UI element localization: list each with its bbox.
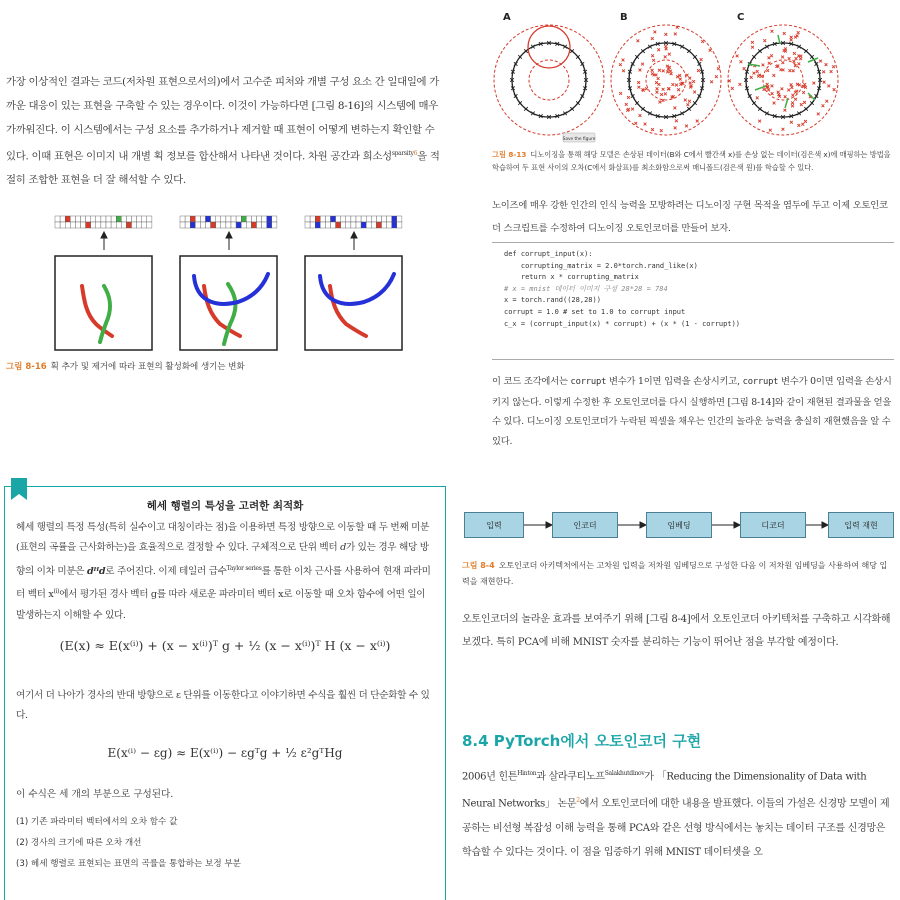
- grid-cell: [331, 222, 336, 228]
- bottom-right-page: [450, 468, 900, 900]
- figure-8-16-caption: 그림 8-16 획 추가 및 제거에 따라 표현의 활성화에 생기는 변화: [6, 362, 245, 372]
- grid-cell: [382, 222, 387, 228]
- grid-cell: [226, 216, 231, 222]
- flow-box-reconstruction: 입력 재현: [828, 512, 894, 538]
- grid-cell: [341, 216, 346, 222]
- grid-cell: [116, 222, 121, 228]
- grid-cell: [147, 222, 152, 228]
- grid-cell: [200, 216, 205, 222]
- grid-cell: [226, 222, 231, 228]
- grid-cell: [361, 222, 366, 228]
- flow-box-decoder: 디코더: [740, 512, 806, 538]
- grid-cell: [60, 216, 65, 222]
- grid-cell: [70, 222, 75, 228]
- list-item: (3) 헤세 행렬로 표현되는 표면의 곡률을 통합하는 보정 부분: [16, 859, 241, 869]
- grid-cell: [320, 216, 325, 222]
- simplified-equation: E(x⁽ⁱ⁾ − εg) ≈ E(x⁽ⁱ⁾) − εgᵀg + ½ ε²gᵀHg: [107, 746, 343, 760]
- grid-cell: [236, 216, 241, 222]
- grid-cell: [305, 222, 310, 228]
- grid-cell: [86, 222, 91, 228]
- grid-cell: [75, 222, 80, 228]
- grid-cell: [257, 216, 262, 222]
- grid-cell: [206, 216, 211, 222]
- grid-cell: [75, 216, 80, 222]
- sparsity-superscript: sparsity6: [391, 150, 418, 157]
- grid-cell: [121, 216, 126, 222]
- svg-text:Save the figure: Save the figure: [562, 137, 596, 142]
- grid-cell: [315, 222, 320, 228]
- grid-cell: [241, 222, 246, 228]
- grid-cell: [315, 216, 320, 222]
- grid-cell: [366, 222, 371, 228]
- top-left-page: [0, 0, 450, 450]
- grid-cell: [231, 216, 236, 222]
- grid-cell: [137, 222, 142, 228]
- grid-cell: [142, 222, 147, 228]
- grid-cell: [387, 222, 392, 228]
- grid-cell: [195, 216, 200, 222]
- panel-label-a: A: [503, 12, 511, 23]
- grid-cell: [211, 222, 216, 228]
- bookmark-icon: [11, 478, 27, 500]
- code-comment: # x = mnist 데이터 이미지 구성 28*28 = 784: [504, 284, 668, 293]
- hinton-paragraph: 2006년 힌튼$^{Hinton}$과 살라쿠티노프$^{Salakhutdinov}$가 「Reducing the Dimensionality of Data with Neural Networks」 논문$^2$에서 오토인코더에 대한 내용을 발표했다. 이들의 가설은 신경망 모델이 제공하는 비선형 복잡성 이해 능력을 통해 PCA와 같은 선형 방식에서는 놓치는 데이터 구조를 신경망은 학습할 수 있다는 것이다. 이 점을 입증하기 위해 MNIST 데이터셋을 오: [462, 770, 890, 858]
- grid-cell: [246, 216, 251, 222]
- figure-8-13-caption: 그림 8-13 디노이징을 통해 해당 모델은 손상된 데이터(B와 C에서 빨간색 x)를 손상 없는 데이터(검은색 x)에 매핑하는 방법을 학습하여 두 표현 사이의 오차(C에서 화살표)를 최소화함으로써 매니폴드(검은색 원)를 학습할 수 있다.: [492, 150, 891, 172]
- grid-cell: [91, 216, 96, 222]
- code-line: x = torch.rand((28,28)): [504, 296, 601, 305]
- flow-box-embedding: 임베딩: [646, 512, 712, 538]
- code-block: [492, 242, 894, 360]
- grid-cell: [111, 222, 116, 228]
- flow-box-encoder: 인코더: [552, 512, 618, 538]
- grid-cell: [180, 216, 185, 222]
- grid-cell: [392, 222, 397, 228]
- grid-cell: [336, 222, 341, 228]
- grid-cell: [387, 216, 392, 222]
- flow-box-input: 입력: [464, 512, 524, 538]
- grid-cell: [236, 222, 241, 228]
- grid-cell: [70, 216, 75, 222]
- grid-cell: [341, 222, 346, 228]
- code-line: corrupt = 1.0 # set to 1.0 to corrupt input: [504, 307, 686, 316]
- grid-cell: [305, 216, 310, 222]
- grid-cell: [356, 216, 361, 222]
- grid-cell: [190, 216, 195, 222]
- grid-cell: [185, 222, 190, 228]
- grid-cell: [101, 216, 106, 222]
- grid-cell: [376, 222, 381, 228]
- grid-cell: [272, 222, 277, 228]
- grid-cell: [60, 222, 65, 228]
- grid-cell: [392, 216, 397, 222]
- list-item: (2) 경사의 크기에 따른 오차 개선: [16, 838, 142, 848]
- grid-cell: [216, 216, 221, 222]
- denoising-intro: 노이즈에 매우 강한 인간의 인식 능력을 모방하려는 디노이징 구현 목적을 염두에 두고 이제 오토인코더 스크립트를 수정하여 디노이징 오토인코더를 만들어 보자.: [492, 200, 888, 234]
- grid-cell: [262, 216, 267, 222]
- grid-cell: [101, 222, 106, 228]
- code-line: def corrupt_input(x):: [504, 250, 593, 258]
- grid-cell: [351, 216, 356, 222]
- autoencoder-paragraph: 오토인코더의 놀라운 효과를 보여주기 위해 [그림 8-4]에서 오토인코더 아키텍처를 구축하고 시각화해 보겠다. 특히 PCA에 비해 MNIST 숫자를 분리하는 기능이 뛰어난 점을 부각할 예정이다.: [462, 614, 891, 648]
- grid-cell: [65, 216, 70, 222]
- grid-cell: [371, 222, 376, 228]
- grid-cell: [241, 216, 246, 222]
- grid-cell: [272, 216, 277, 222]
- code-line: c_x = (corrupt_input(x) * corrupt) + (x * (1 - corrupt)): [504, 319, 741, 328]
- grid-cell: [206, 222, 211, 228]
- grid-cell: [325, 216, 330, 222]
- grid-cell: [111, 216, 116, 222]
- grid-cell: [137, 216, 142, 222]
- grid-cell: [320, 222, 325, 228]
- grid-cell: [106, 222, 111, 228]
- strokes-paragraph: 가장 이상적인 결과는 코드(저차원 표현으로서의)에서 고수준 피처와 개별 구성 요소 간 일대일에 가까운 대응이 있는 표현을 구축할 수 있는 경우이다. 이것이 가능하다면 [그림 8-16]의 시스템에 매우 가까워진다. 이 시스템에서는 구성 요소를 추가하거나 제거할 때 표현이 어떻게 변하는지 확인할 수 있다. 이때 표현은 이미지 내 개별 획 정보를 합산해서 나타낸 것이다. 차원 공간과 희소성$^{sparsity6}$을 적절히 조합한 표현을 더 잘 해석할 수 있다.: [6, 76, 440, 187]
- grid-cell: [142, 216, 147, 222]
- grid-cell: [325, 222, 330, 228]
- grid-cell: [185, 216, 190, 222]
- grid-cell: [262, 222, 267, 228]
- section-heading: 8.4 PyTorch에서 오토인코더 구현: [462, 732, 702, 750]
- grid-cell: [81, 222, 86, 228]
- grid-cell: [81, 216, 86, 222]
- grid-cell: [190, 222, 195, 228]
- grid-cell: [267, 216, 272, 222]
- hessian-paragraph-2: 여기서 더 나아가 경사의 반대 방향으로 ε 단위를 이동한다고 이야기하면 수식을 훨씬 더 단순화할 수 있다.: [16, 690, 430, 722]
- bottom-left-page: [0, 468, 450, 900]
- grid-cell: [221, 216, 226, 222]
- grid-cell: [246, 222, 251, 228]
- grid-cell: [211, 216, 216, 222]
- grid-cell: [91, 222, 96, 228]
- panel-label-c: C: [737, 12, 745, 23]
- grid-cell: [126, 216, 131, 222]
- hessian-paragraph-1: 헤세 행렬의 특정 특성(특히 실수이고 대칭이라는 점)을 이용하면 특정 방향으로 이동할 때 두 번째 미분(표현의 곡률을 근사화하는)을 효율적으로 결정할 수 있다. 구체적으로 단위 벡터 d가 있는 경우 해당 방향의 이차 미분은 dᴴd로 주어진다. 이제 테일러 급수$^{Taylor series}$를 통한 이차 근사를 사용하여 현재 파라미터 벡터 $x^{(i)}$에서 평가된 경사 벡터 g를 따라 새로운 파라미터 벡터 x로 이동할 때 오차 함수에 어떤 일이 발생하는지 이해할 수 있다.: [16, 522, 431, 621]
- grid-cell: [147, 216, 152, 222]
- taylor-equation: (E(x) ≈ E(x⁽ⁱ⁾) + (x − x⁽ⁱ⁾)ᵀ g + ½ (x − x⁽ⁱ⁾)ᵀ H (x − x⁽ⁱ⁾): [59, 638, 391, 653]
- figure-8-4-caption: 그림 8-4 오토인코더 아키텍처에서는 고차원 입력을 저차원 임베딩으로 구성한 다음 이 저차원 임베딩을 사용하여 해당 입력을 재현한다.: [462, 561, 888, 586]
- grid-cell: [116, 216, 121, 222]
- panel-label-b: B: [620, 12, 628, 23]
- code-line: return x * corrupting_matrix: [504, 273, 639, 282]
- grid-cell: [336, 216, 341, 222]
- grid-cell: [121, 222, 126, 228]
- grid-cell: [267, 222, 272, 228]
- grid-cell: [371, 216, 376, 222]
- top-right-page: [450, 0, 900, 450]
- grid-cell: [356, 222, 361, 228]
- grid-cell: [55, 216, 60, 222]
- grid-cell: [195, 222, 200, 228]
- figure-8-16: [0, 208, 450, 368]
- grid-cell: [346, 216, 351, 222]
- grid-cell: [366, 216, 371, 222]
- grid-cell: [86, 216, 91, 222]
- grid-cell: [132, 216, 137, 222]
- grid-cell: [126, 222, 131, 228]
- callout-title: 헤세 행렬의 특성을 고려한 최적화: [146, 500, 304, 512]
- figure-8-13: [450, 0, 900, 148]
- grid-cell: [96, 222, 101, 228]
- code-line: corrupting_matrix = 2.0*torch.rand_like(x): [504, 261, 698, 270]
- grid-cell: [376, 216, 381, 222]
- grid-cell: [397, 222, 402, 228]
- grid-cell: [251, 222, 256, 228]
- grid-cell: [132, 222, 137, 228]
- grid-cell: [106, 216, 111, 222]
- grid-cell: [55, 222, 60, 228]
- hessian-paragraph-3: 이 수식은 세 개의 부분으로 구성된다.: [16, 789, 174, 800]
- grid-cell: [310, 222, 315, 228]
- grid-cell: [397, 216, 402, 222]
- grid-cell: [200, 222, 205, 228]
- corrupt-explanation: 이 코드 조각에서는 corrupt 변수가 1이면 입력을 손상시키고, corrupt 변수가 0이면 입력을 손상시키지 않는다. 이렇게 수정한 후 오토인코더를 다시 실행하면 [그림 8-14]와 같이 재현된 결과물을 얻을 수 있다. 디노이징 오토인코더가 누락된 픽셀을 채우는 인간의 놀라운 능력을 충실히 재현했음을 알 수 있다.: [492, 376, 892, 447]
- grid-cell: [221, 222, 226, 228]
- three-parts-list: [16, 812, 241, 875]
- grid-cell: [257, 222, 262, 228]
- grid-cell: [231, 222, 236, 228]
- grid-cell: [65, 222, 70, 228]
- grid-cell: [361, 216, 366, 222]
- grid-cell: [180, 222, 185, 228]
- grid-cell: [331, 216, 336, 222]
- grid-cell: [346, 222, 351, 228]
- grid-cell: [216, 222, 221, 228]
- grid-cell: [351, 222, 356, 228]
- grid-cell: [382, 216, 387, 222]
- grid-cell: [96, 216, 101, 222]
- grid-cell: [310, 216, 315, 222]
- grid-cell: [251, 216, 256, 222]
- list-item: (1) 기존 파라미터 벡터에서의 오차 함수 값: [16, 817, 178, 827]
